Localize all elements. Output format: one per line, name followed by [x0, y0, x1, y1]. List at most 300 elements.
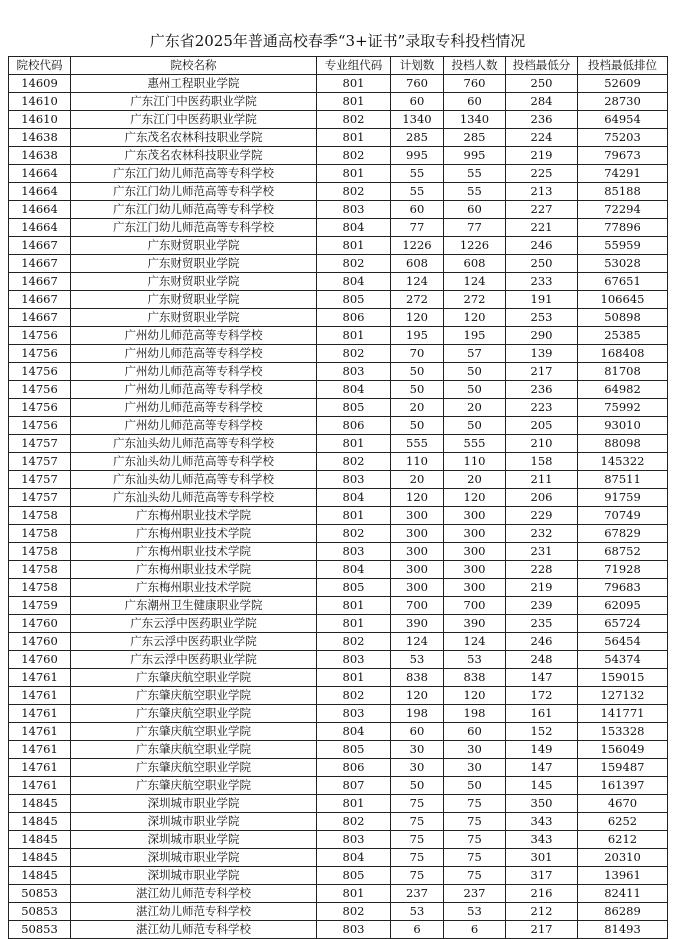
cell-min-rank: 153328 [578, 723, 668, 741]
table-row [9, 471, 668, 489]
cell-group-code: 801 [317, 75, 391, 93]
cell-plan-count: 30 [391, 741, 444, 759]
cell-min-rank: 77896 [578, 219, 668, 237]
cell-admitted-count: 1340 [444, 111, 506, 129]
cell-plan-count: 75 [391, 795, 444, 813]
cell-group-code: 804 [317, 273, 391, 291]
cell-min-score: 211 [506, 471, 578, 489]
cell-min-score: 350 [506, 795, 578, 813]
admission-table [8, 56, 668, 939]
cell-min-rank: 159487 [578, 759, 668, 777]
cell-plan-count: 1340 [391, 111, 444, 129]
table-row [9, 885, 668, 903]
cell-plan-count: 120 [391, 489, 444, 507]
cell-min-rank: 156049 [578, 741, 668, 759]
cell-plan-count: 53 [391, 651, 444, 669]
cell-plan-count: 285 [391, 129, 444, 147]
cell-group-code: 801 [317, 237, 391, 255]
cell-admitted-count: 53 [444, 651, 506, 669]
cell-min-score: 147 [506, 759, 578, 777]
cell-school-name: 广东财贸职业学院 [71, 291, 317, 309]
cell-min-score: 246 [506, 633, 578, 651]
cell-admitted-count: 555 [444, 435, 506, 453]
table-row [9, 597, 668, 615]
cell-min-rank: 70749 [578, 507, 668, 525]
cell-school-name: 广东江门幼儿师范高等专科学校 [71, 201, 317, 219]
cell-plan-count: 60 [391, 201, 444, 219]
cell-school-name: 广东江门幼儿师范高等专科学校 [71, 219, 317, 237]
cell-group-code: 805 [317, 741, 391, 759]
cell-school-code: 14664 [9, 201, 71, 219]
cell-school-code: 14664 [9, 183, 71, 201]
cell-plan-count: 700 [391, 597, 444, 615]
cell-school-name: 广东江门中医药职业学院 [71, 93, 317, 111]
cell-plan-count: 6 [391, 921, 444, 939]
cell-min-score: 227 [506, 201, 578, 219]
table-row [9, 345, 668, 363]
cell-group-code: 802 [317, 147, 391, 165]
cell-plan-count: 195 [391, 327, 444, 345]
cell-group-code: 804 [317, 381, 391, 399]
cell-school-name: 深圳城市职业学院 [71, 813, 317, 831]
cell-admitted-count: 195 [444, 327, 506, 345]
cell-school-name: 广东汕头幼儿师范高等专科学校 [71, 453, 317, 471]
cell-min-score: 139 [506, 345, 578, 363]
table-row [9, 147, 668, 165]
cell-min-score: 217 [506, 363, 578, 381]
cell-admitted-count: 30 [444, 759, 506, 777]
table-row [9, 327, 668, 345]
cell-admitted-count: 55 [444, 165, 506, 183]
cell-school-name: 广东梅州职业技术学院 [71, 561, 317, 579]
cell-plan-count: 555 [391, 435, 444, 453]
table-row [9, 633, 668, 651]
table-row [9, 75, 668, 93]
cell-group-code: 806 [317, 309, 391, 327]
cell-plan-count: 30 [391, 759, 444, 777]
cell-group-code: 802 [317, 255, 391, 273]
cell-min-rank: 64954 [578, 111, 668, 129]
cell-school-name: 惠州工程职业学院 [71, 75, 317, 93]
cell-school-name: 广东茂名农林科技职业学院 [71, 129, 317, 147]
table-row [9, 219, 668, 237]
cell-min-score: 158 [506, 453, 578, 471]
cell-min-rank: 20310 [578, 849, 668, 867]
cell-school-name: 深圳城市职业学院 [71, 867, 317, 885]
cell-admitted-count: 50 [444, 777, 506, 795]
cell-min-rank: 56454 [578, 633, 668, 651]
cell-group-code: 801 [317, 597, 391, 615]
cell-plan-count: 75 [391, 813, 444, 831]
table-row [9, 93, 668, 111]
cell-min-score: 145 [506, 777, 578, 795]
cell-min-rank: 53028 [578, 255, 668, 273]
cell-group-code: 803 [317, 921, 391, 939]
cell-min-rank: 161397 [578, 777, 668, 795]
table-row [9, 543, 668, 561]
table-row [9, 723, 668, 741]
cell-group-code: 801 [317, 129, 391, 147]
table-row [9, 579, 668, 597]
cell-school-code: 14760 [9, 615, 71, 633]
cell-plan-count: 390 [391, 615, 444, 633]
table-row [9, 561, 668, 579]
cell-admitted-count: 760 [444, 75, 506, 93]
table-row [9, 201, 668, 219]
cell-min-rank: 52609 [578, 75, 668, 93]
cell-school-name: 深圳城市职业学院 [71, 849, 317, 867]
cell-plan-count: 50 [391, 777, 444, 795]
table-row [9, 489, 668, 507]
cell-group-code: 803 [317, 651, 391, 669]
cell-admitted-count: 1226 [444, 237, 506, 255]
cell-group-code: 804 [317, 219, 391, 237]
cell-min-score: 219 [506, 147, 578, 165]
cell-min-rank: 6252 [578, 813, 668, 831]
cell-admitted-count: 53 [444, 903, 506, 921]
cell-school-name: 广东云浮中医药职业学院 [71, 651, 317, 669]
cell-school-name: 广东江门中医药职业学院 [71, 111, 317, 129]
cell-school-name: 广东云浮中医药职业学院 [71, 615, 317, 633]
cell-school-code: 14667 [9, 255, 71, 273]
cell-min-score: 152 [506, 723, 578, 741]
cell-min-rank: 13961 [578, 867, 668, 885]
cell-group-code: 802 [317, 633, 391, 651]
cell-school-code: 14756 [9, 381, 71, 399]
cell-school-name: 广州幼儿师范高等专科学校 [71, 327, 317, 345]
table-row [9, 237, 668, 255]
cell-min-score: 253 [506, 309, 578, 327]
cell-school-name: 广东肇庆航空职业学院 [71, 705, 317, 723]
cell-min-rank: 82411 [578, 885, 668, 903]
cell-school-code: 14667 [9, 273, 71, 291]
table-row [9, 759, 668, 777]
cell-school-code: 14756 [9, 417, 71, 435]
cell-min-rank: 79683 [578, 579, 668, 597]
cell-school-code: 14757 [9, 471, 71, 489]
cell-min-score: 161 [506, 705, 578, 723]
cell-min-rank: 127132 [578, 687, 668, 705]
header-min-score: 投档最低分 [506, 57, 578, 75]
cell-school-code: 14609 [9, 75, 71, 93]
cell-school-name: 广州幼儿师范高等专科学校 [71, 345, 317, 363]
cell-min-rank: 88098 [578, 435, 668, 453]
cell-group-code: 802 [317, 525, 391, 543]
cell-school-code: 50853 [9, 885, 71, 903]
cell-min-score: 317 [506, 867, 578, 885]
cell-min-score: 224 [506, 129, 578, 147]
cell-school-name: 广东梅州职业技术学院 [71, 579, 317, 597]
header-group-code: 专业组代码 [317, 57, 391, 75]
header-plan-count: 计划数 [391, 57, 444, 75]
cell-admitted-count: 300 [444, 543, 506, 561]
cell-school-code: 14761 [9, 669, 71, 687]
cell-plan-count: 70 [391, 345, 444, 363]
cell-min-score: 225 [506, 165, 578, 183]
cell-group-code: 807 [317, 777, 391, 795]
cell-plan-count: 20 [391, 399, 444, 417]
table-row [9, 741, 668, 759]
cell-min-score: 343 [506, 831, 578, 849]
cell-group-code: 801 [317, 507, 391, 525]
cell-admitted-count: 124 [444, 633, 506, 651]
table-row [9, 453, 668, 471]
cell-school-code: 50853 [9, 921, 71, 939]
cell-min-rank: 28730 [578, 93, 668, 111]
cell-plan-count: 55 [391, 183, 444, 201]
cell-school-code: 14638 [9, 129, 71, 147]
cell-school-code: 14758 [9, 525, 71, 543]
cell-school-code: 14667 [9, 237, 71, 255]
cell-school-code: 14758 [9, 543, 71, 561]
cell-school-code: 14610 [9, 93, 71, 111]
cell-admitted-count: 285 [444, 129, 506, 147]
cell-school-name: 广东汕头幼儿师范高等专科学校 [71, 471, 317, 489]
cell-admitted-count: 300 [444, 525, 506, 543]
cell-admitted-count: 60 [444, 723, 506, 741]
cell-min-rank: 64982 [578, 381, 668, 399]
cell-school-code: 14664 [9, 165, 71, 183]
cell-admitted-count: 75 [444, 867, 506, 885]
cell-school-code: 50853 [9, 903, 71, 921]
cell-plan-count: 300 [391, 579, 444, 597]
cell-plan-count: 60 [391, 723, 444, 741]
cell-plan-count: 120 [391, 309, 444, 327]
cell-min-rank: 50898 [578, 309, 668, 327]
cell-plan-count: 300 [391, 561, 444, 579]
cell-group-code: 806 [317, 417, 391, 435]
cell-school-name: 广东汕头幼儿师范高等专科学校 [71, 435, 317, 453]
cell-group-code: 805 [317, 291, 391, 309]
table-row [9, 921, 668, 939]
cell-min-score: 290 [506, 327, 578, 345]
table-row [9, 255, 668, 273]
cell-min-rank: 25385 [578, 327, 668, 345]
cell-plan-count: 300 [391, 507, 444, 525]
cell-admitted-count: 60 [444, 201, 506, 219]
cell-plan-count: 1226 [391, 237, 444, 255]
table-row [9, 795, 668, 813]
cell-school-code: 14845 [9, 867, 71, 885]
cell-group-code: 802 [317, 345, 391, 363]
cell-group-code: 805 [317, 579, 391, 597]
cell-school-name: 广东肇庆航空职业学院 [71, 777, 317, 795]
cell-plan-count: 300 [391, 525, 444, 543]
cell-plan-count: 77 [391, 219, 444, 237]
header-min-rank: 投档最低排位 [578, 57, 668, 75]
table-row [9, 615, 668, 633]
cell-min-rank: 72294 [578, 201, 668, 219]
cell-school-code: 14761 [9, 759, 71, 777]
cell-group-code: 801 [317, 615, 391, 633]
cell-plan-count: 110 [391, 453, 444, 471]
cell-plan-count: 60 [391, 93, 444, 111]
cell-school-name: 广州幼儿师范高等专科学校 [71, 399, 317, 417]
cell-min-score: 223 [506, 399, 578, 417]
table-row [9, 507, 668, 525]
cell-min-score: 205 [506, 417, 578, 435]
cell-plan-count: 53 [391, 903, 444, 921]
cell-plan-count: 50 [391, 381, 444, 399]
cell-school-code: 14756 [9, 399, 71, 417]
cell-school-code: 14758 [9, 507, 71, 525]
cell-admitted-count: 120 [444, 489, 506, 507]
cell-group-code: 805 [317, 867, 391, 885]
cell-min-rank: 141771 [578, 705, 668, 723]
cell-min-score: 250 [506, 75, 578, 93]
cell-plan-count: 995 [391, 147, 444, 165]
cell-school-code: 14761 [9, 741, 71, 759]
cell-school-name: 广东茂名农林科技职业学院 [71, 147, 317, 165]
cell-school-code: 14845 [9, 849, 71, 867]
cell-group-code: 801 [317, 93, 391, 111]
table-body [9, 75, 668, 939]
cell-plan-count: 272 [391, 291, 444, 309]
cell-group-code: 802 [317, 111, 391, 129]
cell-school-name: 广东肇庆航空职业学院 [71, 687, 317, 705]
table-row [9, 705, 668, 723]
cell-min-score: 235 [506, 615, 578, 633]
cell-school-name: 广东梅州职业技术学院 [71, 507, 317, 525]
header-admitted-count: 投档人数 [444, 57, 506, 75]
cell-min-score: 172 [506, 687, 578, 705]
cell-admitted-count: 57 [444, 345, 506, 363]
cell-min-rank: 79673 [578, 147, 668, 165]
cell-min-score: 212 [506, 903, 578, 921]
cell-min-score: 301 [506, 849, 578, 867]
cell-min-score: 221 [506, 219, 578, 237]
cell-min-rank: 75203 [578, 129, 668, 147]
table-row [9, 651, 668, 669]
cell-admitted-count: 30 [444, 741, 506, 759]
cell-min-rank: 67651 [578, 273, 668, 291]
table-row [9, 363, 668, 381]
cell-min-rank: 93010 [578, 417, 668, 435]
cell-school-code: 14758 [9, 561, 71, 579]
cell-min-score: 191 [506, 291, 578, 309]
table-row [9, 687, 668, 705]
table-row [9, 273, 668, 291]
cell-admitted-count: 120 [444, 687, 506, 705]
table-row [9, 399, 668, 417]
cell-admitted-count: 75 [444, 831, 506, 849]
cell-min-score: 210 [506, 435, 578, 453]
cell-plan-count: 75 [391, 849, 444, 867]
cell-min-score: 217 [506, 921, 578, 939]
cell-min-score: 231 [506, 543, 578, 561]
cell-min-score: 246 [506, 237, 578, 255]
cell-admitted-count: 60 [444, 93, 506, 111]
cell-group-code: 801 [317, 795, 391, 813]
cell-min-score: 232 [506, 525, 578, 543]
cell-plan-count: 198 [391, 705, 444, 723]
cell-min-rank: 75992 [578, 399, 668, 417]
cell-group-code: 802 [317, 453, 391, 471]
cell-min-rank: 54374 [578, 651, 668, 669]
cell-school-code: 14760 [9, 651, 71, 669]
cell-min-score: 248 [506, 651, 578, 669]
table-row [9, 309, 668, 327]
cell-plan-count: 124 [391, 273, 444, 291]
cell-min-rank: 67829 [578, 525, 668, 543]
cell-plan-count: 237 [391, 885, 444, 903]
cell-group-code: 803 [317, 363, 391, 381]
page-title: 广东省2025年普通高校春季“3+证书”录取专科投档情况 [149, 32, 526, 50]
cell-group-code: 804 [317, 489, 391, 507]
table-row [9, 777, 668, 795]
cell-school-code: 14761 [9, 705, 71, 723]
cell-school-name: 广东云浮中医药职业学院 [71, 633, 317, 651]
cell-admitted-count: 75 [444, 795, 506, 813]
cell-school-code: 14667 [9, 291, 71, 309]
table-row [9, 291, 668, 309]
header-school-code: 院校代码 [9, 57, 71, 75]
cell-min-score: 236 [506, 381, 578, 399]
cell-group-code: 801 [317, 435, 391, 453]
cell-school-code: 14761 [9, 723, 71, 741]
cell-min-score: 239 [506, 597, 578, 615]
cell-school-name: 广东汕头幼儿师范高等专科学校 [71, 489, 317, 507]
cell-min-rank: 168408 [578, 345, 668, 363]
cell-school-code: 14758 [9, 579, 71, 597]
cell-min-score: 147 [506, 669, 578, 687]
header-school-name: 院校名称 [71, 57, 317, 75]
cell-min-rank: 55959 [578, 237, 668, 255]
table-row [9, 849, 668, 867]
cell-school-name: 广东江门幼儿师范高等专科学校 [71, 183, 317, 201]
cell-admitted-count: 700 [444, 597, 506, 615]
cell-group-code: 801 [317, 669, 391, 687]
cell-admitted-count: 237 [444, 885, 506, 903]
cell-admitted-count: 120 [444, 309, 506, 327]
cell-group-code: 803 [317, 831, 391, 849]
cell-group-code: 804 [317, 561, 391, 579]
cell-school-code: 14667 [9, 309, 71, 327]
cell-admitted-count: 75 [444, 849, 506, 867]
cell-group-code: 802 [317, 183, 391, 201]
cell-admitted-count: 608 [444, 255, 506, 273]
cell-min-rank: 91759 [578, 489, 668, 507]
cell-group-code: 802 [317, 687, 391, 705]
cell-min-score: 284 [506, 93, 578, 111]
cell-school-code: 14761 [9, 687, 71, 705]
cell-admitted-count: 124 [444, 273, 506, 291]
cell-school-name: 湛江幼儿师范专科学校 [71, 885, 317, 903]
cell-min-score: 219 [506, 579, 578, 597]
table-row [9, 129, 668, 147]
cell-school-name: 广东财贸职业学院 [71, 309, 317, 327]
cell-plan-count: 50 [391, 363, 444, 381]
cell-school-code: 14845 [9, 795, 71, 813]
cell-group-code: 803 [317, 705, 391, 723]
cell-school-name: 广东财贸职业学院 [71, 255, 317, 273]
table-row [9, 903, 668, 921]
cell-plan-count: 608 [391, 255, 444, 273]
cell-school-name: 深圳城市职业学院 [71, 795, 317, 813]
cell-school-name: 广州幼儿师范高等专科学校 [71, 363, 317, 381]
cell-school-name: 广东梅州职业技术学院 [71, 543, 317, 561]
table-row [9, 669, 668, 687]
cell-min-score: 229 [506, 507, 578, 525]
cell-min-rank: 65724 [578, 615, 668, 633]
cell-group-code: 801 [317, 885, 391, 903]
cell-school-name: 广州幼儿师范高等专科学校 [71, 417, 317, 435]
cell-school-name: 广东肇庆航空职业学院 [71, 723, 317, 741]
cell-admitted-count: 300 [444, 579, 506, 597]
cell-school-name: 广东肇庆航空职业学院 [71, 759, 317, 777]
cell-admitted-count: 75 [444, 813, 506, 831]
cell-school-name: 广州幼儿师范高等专科学校 [71, 381, 317, 399]
